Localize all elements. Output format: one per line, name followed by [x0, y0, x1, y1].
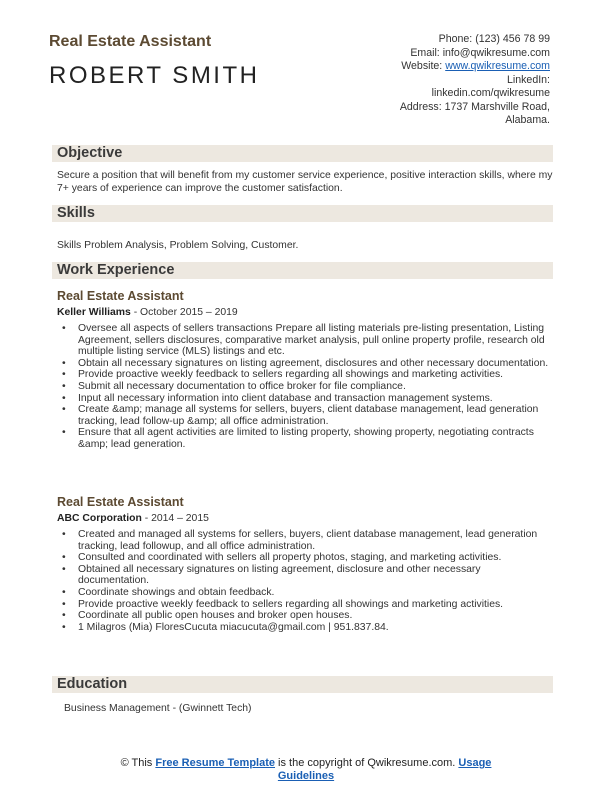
job-2-bullets	[62, 529, 554, 633]
linkedin-value: linkedin.com/qwikresume	[431, 87, 550, 99]
list-item: • Coordinate all public open houses and broker open houses.	[62, 610, 554, 622]
contact-info	[310, 33, 550, 128]
list-item: • Oversee all aspects of sellers transactions Prepare all listing materials pre-listing presentation, Listing Agreement, sellers disclosures, comparative market analysis, pull online property profile, research old multiple listing service (MLS) listings and etc.	[62, 323, 554, 358]
list-item: • Created and managed all systems for sellers, buyers, client database management, lead generation tracking, lead followup, and all office administration.	[62, 529, 554, 552]
list-item: • Provide proactive weekly feedback to sellers regarding all showings and marketing activities.	[62, 369, 554, 381]
email-line: Email: info@qwikresume.com	[410, 46, 550, 59]
footer-prefix: © This	[120, 757, 156, 769]
job-2-title: Real Estate Assistant	[57, 495, 184, 509]
job-1-title: Real Estate Assistant	[57, 289, 184, 303]
candidate-name: ROBERT SMITH	[49, 62, 260, 89]
education-section-header	[52, 676, 553, 693]
address-line-2: Alabama.	[505, 114, 550, 126]
job-2-employer-line	[57, 513, 209, 524]
list-item: • Consulted and coordinated with sellers all property photos, staging, and marketing activities.	[62, 552, 554, 564]
objective-heading: Objective	[57, 145, 123, 161]
list-item: • Input all necessary information into client database and transaction management systems.	[62, 393, 554, 405]
skills-text: Skills Problem Analysis, Problem Solving, Customer.	[57, 240, 299, 251]
skills-heading: Skills	[57, 205, 95, 221]
education-heading: Education	[57, 676, 128, 692]
list-item: • Submit all necessary documentation to office broker for file compliance.	[62, 381, 554, 393]
resume-job-title: Real Estate Assistant	[49, 33, 212, 50]
website-label: Website:	[401, 60, 446, 72]
work-experience-section-header	[52, 262, 553, 279]
website-link[interactable]: www.qwikresume.com	[445, 60, 550, 72]
phone-line: Phone: (123) 456 78 99	[438, 33, 550, 45]
usage-guidelines-link-part1[interactable]: Usage	[458, 757, 492, 769]
job-2-dates: - 2014 – 2015	[141, 513, 209, 524]
job-2-employer: ABC Corporation	[57, 513, 142, 524]
job-1-employer-line	[57, 307, 238, 318]
copyright-footer	[0, 757, 612, 783]
list-item: • Obtain all necessary signatures on listing agreement, disclosures and other necessary documentation.	[62, 358, 554, 370]
address-line-1: Address: 1737 Marshville Road,	[399, 100, 550, 113]
website-line	[310, 60, 550, 74]
objective-section-header	[52, 145, 553, 162]
free-resume-template-link[interactable]: Free Resume Template	[155, 757, 275, 769]
job-1-employer: Keller Williams	[57, 307, 131, 318]
linkedin-label: LinkedIn:	[507, 73, 550, 86]
list-item: • Provide proactive weekly feedback to sellers regarding all showings and marketing activities.	[62, 599, 554, 611]
list-item: • Ensure that all agent activities are limited to listing property, showing property, negotiating contracts &amp; lead generation.	[62, 427, 554, 450]
job-1-bullets	[62, 323, 554, 451]
objective-text: Secure a position that will benefit from my customer service experience, positive interaction skills, where my 7+ years of experience can improve the customer satisfaction.	[57, 170, 553, 194]
list-item: • Obtained all necessary signatures on listing agreement, disclosure and other necessary documentation.	[62, 564, 554, 587]
usage-guidelines-link-part2[interactable]: Guidelines	[277, 770, 335, 782]
list-item: • Coordinate showings and obtain feedback.	[62, 587, 554, 599]
footer-middle: is the copyright of Qwikresume.com.	[275, 757, 459, 769]
skills-section-header	[52, 205, 553, 222]
education-text: Business Management - (Gwinnett Tech)	[64, 703, 252, 714]
list-item: • Create &amp; manage all systems for sellers, buyers, client database management, lead generation tracking, lead follow-up &amp; all office administration.	[62, 404, 554, 427]
job-1-dates: - October 2015 – 2019	[130, 307, 238, 318]
list-item: • 1 Milagros (Mia) FloresCucuta miacucuta@gmail.com | 951.837.84.	[62, 622, 554, 634]
work-experience-heading: Work Experience	[57, 262, 175, 278]
